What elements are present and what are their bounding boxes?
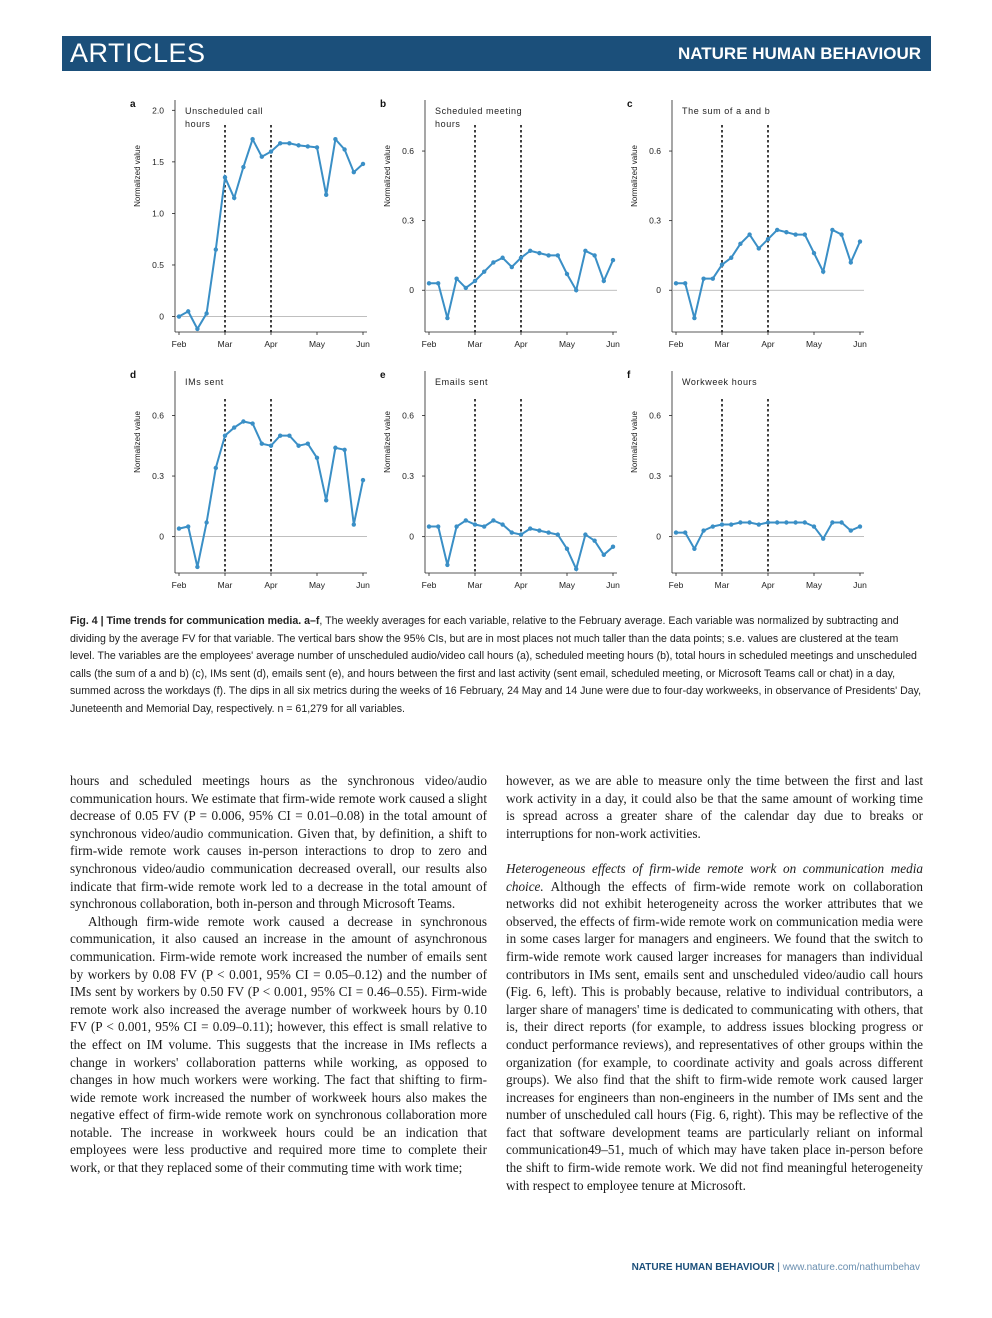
data-point (324, 193, 328, 197)
x-tick-label: Mar (217, 339, 233, 349)
data-point (177, 526, 181, 530)
chart-title: Scheduled meeting (435, 106, 523, 116)
x-tick-label: Mar (714, 580, 730, 590)
x-tick-label: Apr (761, 580, 775, 590)
data-point (278, 433, 282, 437)
y-tick-label: 0.5 (152, 259, 164, 270)
data-point (250, 421, 254, 425)
panel-letter: c (627, 99, 633, 110)
y-tick-label: 0 (159, 311, 164, 322)
y-axis-label: Normalized value (133, 411, 142, 473)
data-point (333, 137, 337, 141)
y-tick-label: 0 (656, 285, 661, 296)
data-point (692, 316, 696, 320)
data-point (427, 281, 431, 285)
footer-url[interactable]: www.nature.com/nathumbehav (782, 1262, 920, 1273)
data-point (352, 522, 356, 526)
data-point (592, 538, 596, 542)
data-point (195, 565, 199, 569)
data-point (858, 524, 862, 528)
data-point (315, 145, 319, 149)
data-point (482, 524, 486, 528)
data-point (784, 230, 788, 234)
data-point (510, 530, 514, 534)
y-tick-label: 0 (409, 531, 414, 542)
y-tick-label: 0.3 (649, 471, 661, 482)
chart-panel-f (627, 366, 867, 596)
data-point (711, 276, 715, 280)
data-point (775, 520, 779, 524)
data-point (683, 281, 687, 285)
y-tick-label: 0.6 (649, 146, 661, 157)
data-point (720, 263, 724, 267)
x-tick-label: Mar (714, 339, 730, 349)
x-tick-label: Jun (356, 580, 370, 590)
data-point (510, 265, 514, 269)
figure-caption (70, 613, 922, 718)
section-label: ARTICLES (70, 38, 206, 68)
data-point (278, 141, 282, 145)
y-tick-label: 0.3 (402, 215, 414, 226)
data-point (812, 251, 816, 255)
data-point (269, 444, 273, 448)
x-tick-label: Jun (853, 339, 867, 349)
y-axis-label: Normalized value (383, 145, 392, 207)
data-point (738, 520, 742, 524)
section-heading: Heterogeneous effects of firm-wide remote work on communication media choice. (506, 860, 923, 894)
data-point (500, 522, 504, 526)
data-point (186, 524, 190, 528)
x-tick-label: Mar (217, 580, 233, 590)
data-point (436, 281, 440, 285)
data-point (611, 258, 615, 262)
x-tick-label: Apr (514, 339, 528, 349)
y-tick-label: 1.5 (152, 156, 164, 167)
data-point (296, 444, 300, 448)
data-point (565, 547, 569, 551)
data-point (775, 228, 779, 232)
data-point (757, 246, 761, 250)
data-point (701, 528, 705, 532)
body-paragraph: however, as we are able to measure only the time between the first and last work activity in a day, it could also be that the same amount of working time is spread across a greater share of the calendar day due to breaks or interruptions for non-work activities. (506, 773, 923, 841)
data-point (223, 175, 227, 179)
data-point (830, 520, 834, 524)
data-point (204, 311, 208, 315)
data-point (306, 144, 310, 148)
chart-title: Workweek hours (682, 377, 758, 387)
data-point (491, 518, 495, 522)
header-banner (62, 36, 931, 71)
data-point (821, 269, 825, 273)
data-point (821, 536, 825, 540)
x-tick-label: May (558, 339, 576, 349)
data-point (223, 433, 227, 437)
data-point (747, 520, 751, 524)
data-point (306, 442, 310, 446)
data-point (574, 567, 578, 571)
x-tick-label: Jun (606, 339, 620, 349)
data-point (812, 524, 816, 528)
data-point (720, 522, 724, 526)
y-tick-label: 0.3 (649, 215, 661, 226)
data-point (241, 165, 245, 169)
chart-title: hours (185, 119, 211, 129)
chart-panel-a (130, 95, 370, 355)
body-paragraph: hours and scheduled meetings hours as the synchronous video/audio communication hours. We estimate that firm-wide remote work caused a slight decrease of 0.05 FV (P = 0.006, 95% CI = 0.01–0.08) in the total amount of synchronous video/audio communication. Given that, by definition, a shift to firm-wide remote work causes in-person interactions to drop to zero and synchronous video/audio communication decreased overall, our results also indicate that firm-wide remote work led to a decrease in the total amount of synchronous collaboration, both in-person and through Microsoft Teams. (70, 773, 487, 912)
caption-text: , The weekly averages for each variable, relative to the February average. Each variable was normalized by subtracting and dividing by the average FV for that variable. The vertical bars show the 95% CIs, but are in most places not much taller than the data points; s.e. values are clustered at the team level. The variables are the employees' average number of unscheduled audio/video call hours (a), scheduled meeting hours (b), total hours in scheduled meetings and unscheduled calls (the sum of a and b) (c), IMs sent (d), emails sent (e), and hours between the first and last activity (sent email, scheduled meeting, or Microsoft Teams call or chat) in a day, summed across the workdays (f). The dips in all six metrics during the weeks of 16 February, 24 May and 14 June were due to four-day workweeks, in observance of Presidents' Day, Juneteenth and Memorial Day, respectively. n = 61,279 for all variables. (70, 615, 922, 715)
data-point (766, 520, 770, 524)
data-point (177, 314, 181, 318)
data-point (269, 149, 273, 153)
body-paragraph: Although firm-wide remote work caused a decrease in synchronous communication, it also caused an increase in the amount of asynchronous communication. Firm-wide remote work increased the number of emails sent by workers by 0.08 FV (P < 0.001, 95% CI = 0.05–0.12) and the number of IMs sent by workers by 0.50 FV (P < 0.001, 95% CI = 0.46–0.55). Firm-wide remote work also increased the average number of workweek hours by 0.10 FV (P < 0.001, 95% CI = 0.09–0.11); however, this effect is small relative to the effect on IM volume. This suggests that the increase in IMs reflects a change in workers' collaboration patterns while working, as opposed to changes in how much workers were working. The fact that shifting to firm-wide remote work increased the number of workweek hours also makes the negative effect of firm-wide remote work on synchronous collaboration more notable. The increase in workweek hours could be an indication that employees were less productive and required more time to complete their work, or that they replaced some of their commuting time with work time; (70, 913, 487, 1176)
data-point (747, 232, 751, 236)
chart-title: Emails sent (435, 377, 489, 387)
x-tick-label: Apr (761, 339, 775, 349)
footer-separator: | (774, 1262, 783, 1273)
x-tick-label: Feb (421, 339, 437, 349)
x-tick-label: May (308, 580, 326, 590)
journal-name: NATURE HUMAN BEHAVIOUR (677, 44, 921, 63)
data-point (546, 253, 550, 257)
data-point (683, 530, 687, 534)
data-point (473, 279, 477, 283)
data-point (232, 196, 236, 200)
data-point (803, 520, 807, 524)
data-point (250, 137, 254, 141)
data-point (858, 239, 862, 243)
y-tick-label: 0 (159, 531, 164, 542)
chart-title: The sum of a and b (682, 106, 771, 116)
x-tick-label: May (308, 339, 326, 349)
x-tick-label: May (805, 339, 823, 349)
data-point (519, 532, 523, 536)
data-point (333, 446, 337, 450)
series-line (676, 230, 860, 318)
y-tick-label: 0.6 (649, 410, 661, 421)
data-point (701, 276, 705, 280)
data-point (482, 269, 486, 273)
y-tick-label: 0.3 (152, 471, 164, 482)
data-point (803, 232, 807, 236)
data-point (583, 532, 587, 536)
chart-panel-d (130, 366, 370, 596)
data-point (849, 260, 853, 264)
data-point (674, 281, 678, 285)
data-point (445, 316, 449, 320)
x-tick-label: Mar (467, 580, 483, 590)
caption-label: Fig. 4 | Time trends for communication media. a–f (70, 615, 320, 627)
y-axis-label: Normalized value (630, 411, 639, 473)
data-point (692, 547, 696, 551)
y-tick-label: 0 (656, 531, 661, 542)
data-point (454, 524, 458, 528)
data-point (361, 162, 365, 166)
data-point (464, 518, 468, 522)
chart-title: hours (435, 119, 461, 129)
y-axis-label: Normalized value (383, 411, 392, 473)
x-tick-label: Apr (514, 580, 528, 590)
chart-panel-c (627, 95, 867, 355)
data-point (186, 309, 190, 313)
y-axis-label: Normalized value (630, 145, 639, 207)
data-point (287, 141, 291, 145)
data-point (445, 563, 449, 567)
x-tick-label: Jun (606, 580, 620, 590)
data-point (491, 260, 495, 264)
data-point (287, 433, 291, 437)
data-point (537, 528, 541, 532)
data-point (711, 524, 715, 528)
data-point (839, 232, 843, 236)
y-tick-label: 0 (409, 285, 414, 296)
data-point (830, 228, 834, 232)
y-axis-label: Normalized value (133, 145, 142, 207)
data-point (427, 524, 431, 528)
data-point (849, 528, 853, 532)
data-point (729, 522, 733, 526)
page-footer (632, 1262, 920, 1273)
x-tick-label: May (558, 580, 576, 590)
panel-letter: b (380, 99, 387, 110)
panel-letter: f (627, 370, 631, 381)
body-paragraph (506, 860, 923, 1194)
chart-title: Unscheduled call (185, 106, 264, 116)
data-point (519, 256, 523, 260)
data-point (195, 327, 199, 331)
data-point (528, 526, 532, 530)
data-point (473, 522, 477, 526)
x-tick-label: Feb (668, 580, 684, 590)
data-point (556, 532, 560, 536)
data-point (342, 448, 346, 452)
x-tick-label: Apr (264, 339, 278, 349)
data-point (839, 520, 843, 524)
panel-letter: e (380, 370, 386, 381)
section-text: Although the effects of firm-wide remote work on collaboration networks did not exhibit heterogeneity across the worker attributes that we observed, the effects of firm-wide remote work on communication media were in some cases larger for managers and engineers. We found that the switch to firm-wide remote work caused larger increases for managers than individual contributors in IMs sent, emails sent and unscheduled video/audio call hours (Fig. 6, left). This is probably because, relative to individual contributors, a larger share of managers' time is dedicated to communicating with others, that is, their direct reports (for example, to address issues blocking progress or conduct performance reviews), and representatives of other groups within the organization (for example, to coordinate activity and goals across different groups). We also find that the shift to firm-wide remote work caused larger increases for engineers than non-engineers in the number of IMs sent and the number of unscheduled call hours (Fig. 6, right). This may be reflective of the fact that software development teams are particularly reliant on informal communication49–51, much of which may have taken place in-person before the shift to firm-wide remote work. We did not find meaningful heterogeneity with respect to employee tenure at Microsoft. (506, 878, 923, 1193)
data-point (260, 155, 264, 159)
data-point (592, 253, 596, 257)
x-tick-label: Feb (171, 339, 187, 349)
data-point (537, 251, 541, 255)
data-point (214, 466, 218, 470)
data-point (574, 288, 578, 292)
data-point (556, 253, 560, 257)
chart-title: IMs sent (185, 377, 224, 387)
data-point (546, 530, 550, 534)
y-tick-label: 0.6 (402, 410, 414, 421)
data-point (204, 520, 208, 524)
chart-panel-b (380, 95, 620, 355)
x-tick-label: Feb (171, 580, 187, 590)
y-tick-label: 0.6 (402, 146, 414, 157)
right-column (506, 772, 923, 1194)
data-point (784, 520, 788, 524)
y-tick-label: 0.3 (402, 471, 414, 482)
data-point (611, 545, 615, 549)
data-point (214, 247, 218, 251)
data-point (342, 147, 346, 151)
data-point (315, 456, 319, 460)
data-point (500, 256, 504, 260)
data-point (583, 249, 587, 253)
x-tick-label: Feb (668, 339, 684, 349)
x-tick-label: Feb (421, 580, 437, 590)
data-point (766, 237, 770, 241)
data-point (324, 498, 328, 502)
x-tick-label: Jun (853, 580, 867, 590)
data-point (565, 272, 569, 276)
y-tick-label: 1.0 (152, 208, 164, 219)
data-point (793, 520, 797, 524)
data-point (602, 553, 606, 557)
data-point (793, 232, 797, 236)
data-point (464, 286, 468, 290)
footer-journal: NATURE HUMAN BEHAVIOUR (631, 1262, 775, 1273)
data-point (361, 478, 365, 482)
data-point (602, 279, 606, 283)
panel-letter: d (130, 370, 137, 381)
data-point (528, 249, 532, 253)
x-tick-label: Mar (467, 339, 483, 349)
left-column (70, 772, 487, 1177)
data-point (232, 425, 236, 429)
x-tick-label: Apr (264, 580, 278, 590)
panel-letter: a (130, 99, 136, 110)
x-tick-label: May (805, 580, 823, 590)
x-tick-label: Jun (356, 339, 370, 349)
data-point (241, 419, 245, 423)
data-point (738, 242, 742, 246)
data-point (436, 524, 440, 528)
data-point (729, 256, 733, 260)
data-point (757, 522, 761, 526)
y-tick-label: 0.6 (152, 410, 164, 421)
data-point (260, 442, 264, 446)
chart-panel-e (380, 366, 620, 596)
data-point (454, 276, 458, 280)
y-tick-label: 2.0 (152, 105, 164, 116)
data-point (296, 143, 300, 147)
data-point (674, 530, 678, 534)
data-point (352, 170, 356, 174)
